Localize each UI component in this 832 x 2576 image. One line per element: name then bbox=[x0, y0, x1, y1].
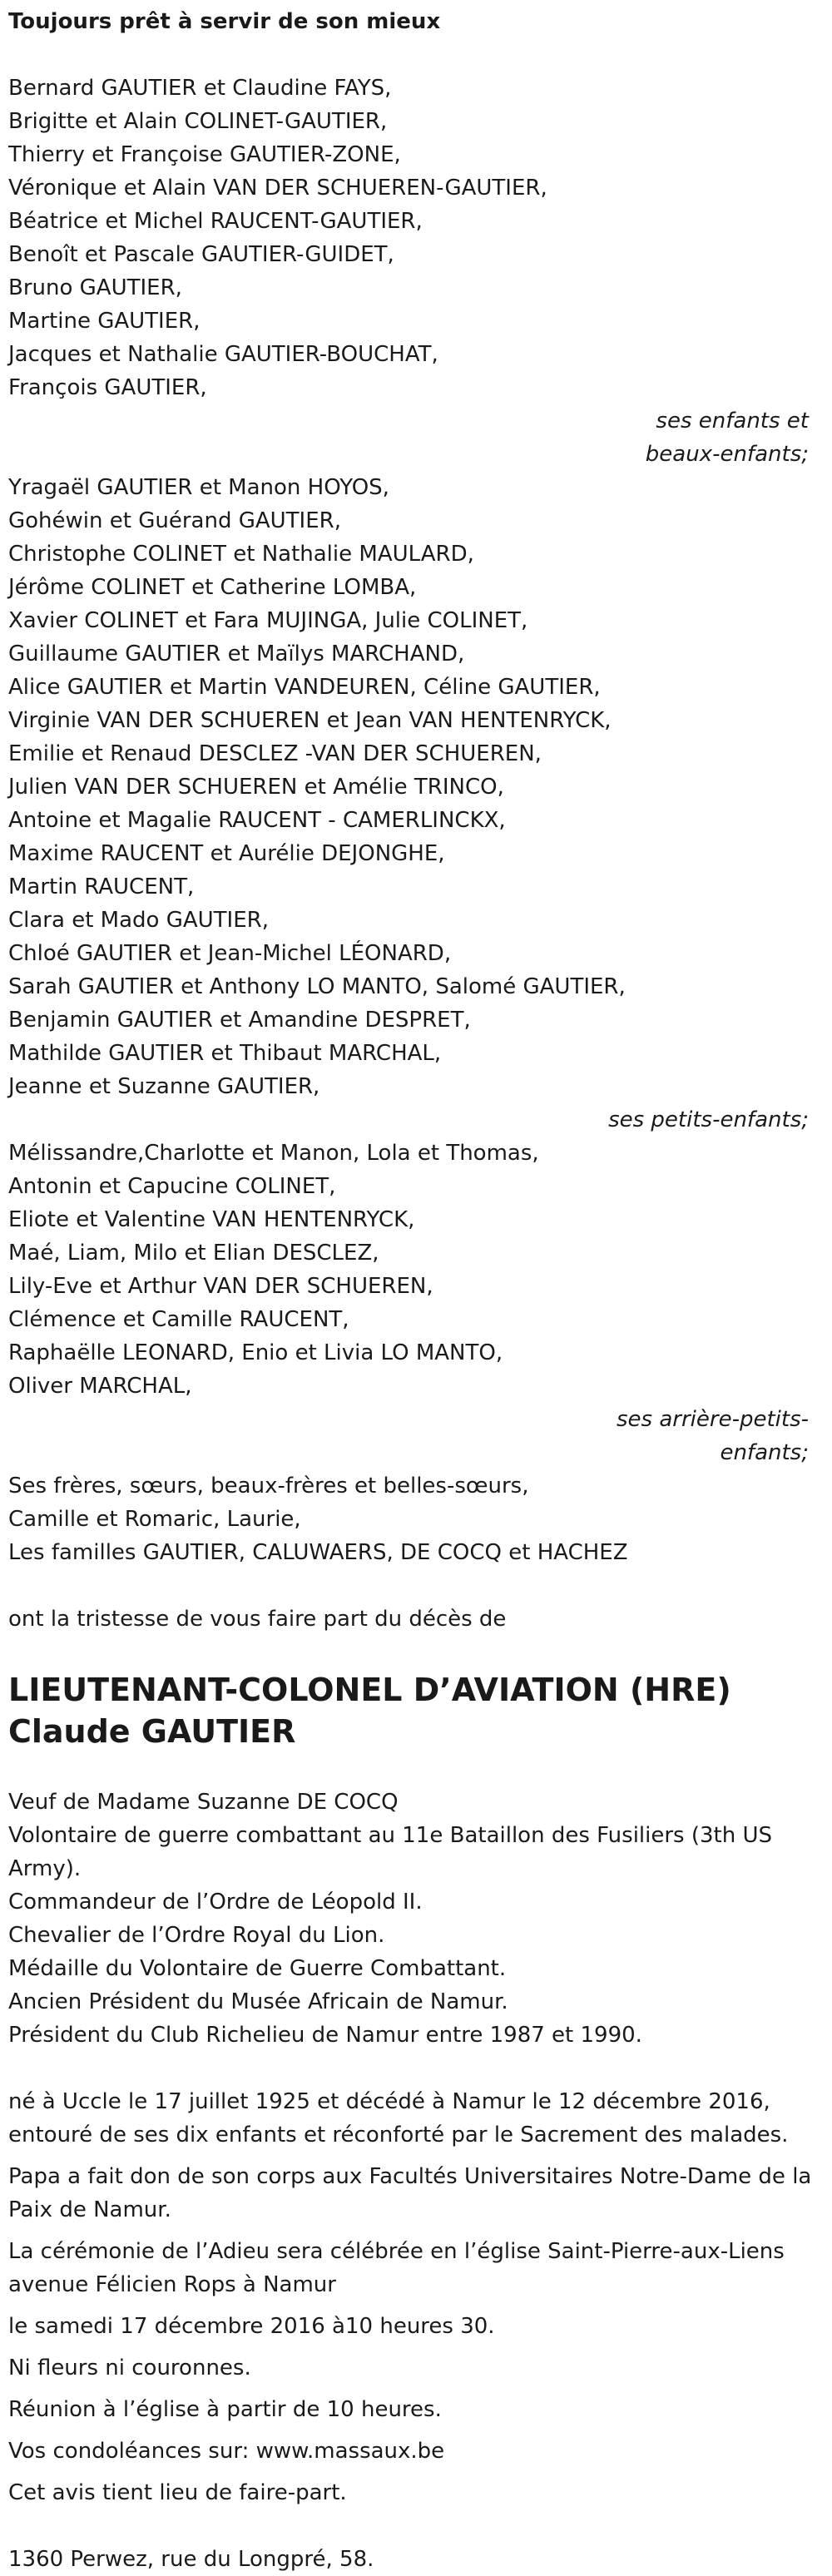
detail-paragraph: le samedi 17 décembre 2016 à10 heures 30. bbox=[8, 2314, 495, 2339]
biography-line: Veuf de Madame Suzanne DE COCQ bbox=[8, 1790, 399, 1815]
grandchildren-name-line: Sarah GAUTIER et Anthony LO MANTO, Salomé GAUTIER, bbox=[8, 974, 626, 999]
grandchildren-name-line: Emilie et Renaud DESCLEZ -VAN DER SCHUEREN, bbox=[8, 741, 542, 766]
biography-line: Président du Club Richelieu de Namur entre 1987 et 1990. bbox=[8, 2023, 642, 2048]
children-role: ses enfants et beaux-enfants; bbox=[645, 409, 809, 467]
great-grandchildren-name-line: Mélissandre,Charlotte et Manon, Lola et Thomas, bbox=[8, 1141, 539, 1166]
detail-paragraph: Ni fleurs ni couronnes. bbox=[8, 2356, 251, 2380]
biography-line: Chevalier de l’Ordre Royal du Lion. bbox=[8, 1923, 385, 1948]
grandchildren-section bbox=[8, 471, 815, 1137]
detail-paragraph: Cet avis tient lieu de faire-part. bbox=[8, 2480, 347, 2505]
grandchildren-name-line: Virginie VAN DER SCHUEREN et Jean VAN HENTENRYCK, bbox=[8, 708, 612, 733]
grandchildren-name-line: Chloé GAUTIER et Jean-Michel LÉONARD, bbox=[8, 941, 452, 966]
detail-paragraph: La cérémonie de l’Adieu sera célébrée en l’église Saint-Pierre-aux-Liens avenue Félicien Rops à Namur bbox=[8, 2239, 785, 2297]
detail-paragraph: Vos condoléances sur: www.massaux.be bbox=[8, 2439, 445, 2464]
siblings-line: Ses frères, sœurs, beaux-frères et belles-sœurs, bbox=[8, 1474, 529, 1499]
grandchildren-name-line: Alice GAUTIER et Martin VANDEUREN, Céline GAUTIER, bbox=[8, 675, 601, 700]
grandchildren-name-line: Gohéwin et Guérand GAUTIER, bbox=[8, 508, 341, 533]
obituary-document bbox=[0, 5, 832, 2576]
children-name-line: Véronique et Alain VAN DER SCHUEREN-GAUTIER, bbox=[8, 176, 547, 201]
children-name-line: François GAUTIER, bbox=[8, 375, 207, 400]
biography-line: Ancien Président du Musée Africain de Namur. bbox=[8, 1989, 508, 2014]
children-name-line: Martine GAUTIER, bbox=[8, 309, 201, 334]
great-grandchildren-role: ses arrière-petits- enfants; bbox=[617, 1407, 809, 1465]
grandchildren-name-line: Benjamin GAUTIER et Amandine DESPRET, bbox=[8, 1008, 471, 1033]
address: 1360 Perwez, rue du Longpré, 58. bbox=[8, 2547, 374, 2572]
great-grandchildren-name-line: Clémence et Camille RAUCENT, bbox=[8, 1307, 349, 1332]
grandchildren-name-line: Antoine et Magalie RAUCENT - CAMERLINCKX, bbox=[8, 808, 506, 833]
children-section bbox=[8, 72, 815, 471]
children-name-line: Benoît et Pascale GAUTIER-GUIDET, bbox=[8, 242, 394, 267]
detail-paragraph: Papa a fait don de son corps aux Facultés Universitaires Notre-Dame de la Paix de Namur. bbox=[8, 2164, 812, 2222]
biography bbox=[8, 1786, 815, 2052]
children-name-line: Brigitte et Alain COLINET-GAUTIER, bbox=[8, 109, 388, 134]
great-grandchildren-name-line: Antonin et Capucine COLINET, bbox=[8, 1174, 336, 1199]
grandchildren-name-line: Yragaël GAUTIER et Manon HOYOS, bbox=[8, 475, 389, 500]
details bbox=[8, 2085, 815, 2509]
detail-paragraph: Réunion à l’église à partir de 10 heures. bbox=[8, 2397, 442, 2422]
children-list bbox=[8, 72, 815, 404]
grandchildren-name-line: Maxime RAUCENT et Aurélie DEJONGHE, bbox=[8, 841, 445, 866]
siblings-line: Les familles GAUTIER, CALUWAERS, DE COCQ et HACHEZ bbox=[8, 1540, 628, 1565]
children-name-line: Jacques et Nathalie GAUTIER-BOUCHAT, bbox=[8, 342, 438, 367]
grandchildren-role: ses petits-enfants; bbox=[608, 1107, 809, 1132]
children-name-line: Thierry et Françoise GAUTIER-ZONE, bbox=[8, 142, 401, 167]
great-grandchildren-name-line: Raphaëlle LEONARD, Enio et Livia LO MANTO, bbox=[8, 1340, 503, 1365]
grandchildren-list bbox=[8, 471, 815, 1103]
great-grandchildren-name-line: Oliver MARCHAL, bbox=[8, 1374, 192, 1399]
siblings-list bbox=[8, 1469, 815, 1569]
grandchildren-name-line: Julien VAN DER SCHUEREN et Amélie TRINCO, bbox=[8, 775, 504, 800]
grandchildren-name-line: Mathilde GAUTIER et Thibaut MARCHAL, bbox=[8, 1041, 442, 1066]
children-name-line: Bruno GAUTIER, bbox=[8, 275, 182, 300]
grandchildren-name-line: Jeanne et Suzanne GAUTIER, bbox=[8, 1074, 320, 1099]
biography-line: Volontaire de guerre combattant au 11e Bataillon des Fusiliers (3th US Army). bbox=[8, 1823, 773, 1881]
grandchildren-name-line: Jérôme COLINET et Catherine LOMBA, bbox=[8, 575, 417, 600]
great-grandchildren-name-line: Maé, Liam, Milo et Elian DESCLEZ, bbox=[8, 1241, 379, 1266]
children-name-line: Bernard GAUTIER et Claudine FAYS, bbox=[8, 76, 392, 101]
siblings-line: Camille et Romaric, Laurie, bbox=[8, 1507, 301, 1532]
grandchildren-name-line: Guillaume GAUTIER et Maïlys MARCHAND, bbox=[8, 642, 465, 666]
grandchildren-name-line: Martin RAUCENT, bbox=[8, 874, 195, 899]
grandchildren-name-line: Christophe COLINET et Nathalie MAULARD, bbox=[8, 542, 474, 567]
deceased-name: LIEUTENANT-COLONEL D’AVIATION (HRE) Claude GAUTIER bbox=[8, 1672, 731, 1750]
biography-line: Médaille du Volontaire de Guerre Combattant. bbox=[8, 1956, 507, 1981]
great-grandchildren-name-line: Eliote et Valentine VAN HENTENRYCK, bbox=[8, 1207, 415, 1232]
grandchildren-name-line: Clara et Mado GAUTIER, bbox=[8, 908, 269, 933]
great-grandchildren-list bbox=[8, 1137, 815, 1403]
biography-line: Commandeur de l’Ordre de Léopold II. bbox=[8, 1890, 423, 1915]
announcement: ont la tristesse de vous faire part du décès de bbox=[8, 1607, 507, 1632]
motto: Toujours prêt à servir de son mieux bbox=[8, 9, 441, 34]
grandchildren-name-line: Xavier COLINET et Fara MUJINGA, Julie COLINET, bbox=[8, 608, 528, 633]
siblings-section bbox=[8, 1469, 815, 1569]
children-name-line: Béatrice et Michel RAUCENT-GAUTIER, bbox=[8, 209, 423, 234]
great-grandchildren-name-line: Lily-Eve et Arthur VAN DER SCHUEREN, bbox=[8, 1274, 433, 1299]
detail-paragraph: né à Uccle le 17 juillet 1925 et décédé à Namur le 12 décembre 2016, entouré de ses dix enfants et réconforté par le Sacrement des malades. bbox=[8, 2089, 789, 2147]
great-grandchildren-section bbox=[8, 1137, 815, 1469]
